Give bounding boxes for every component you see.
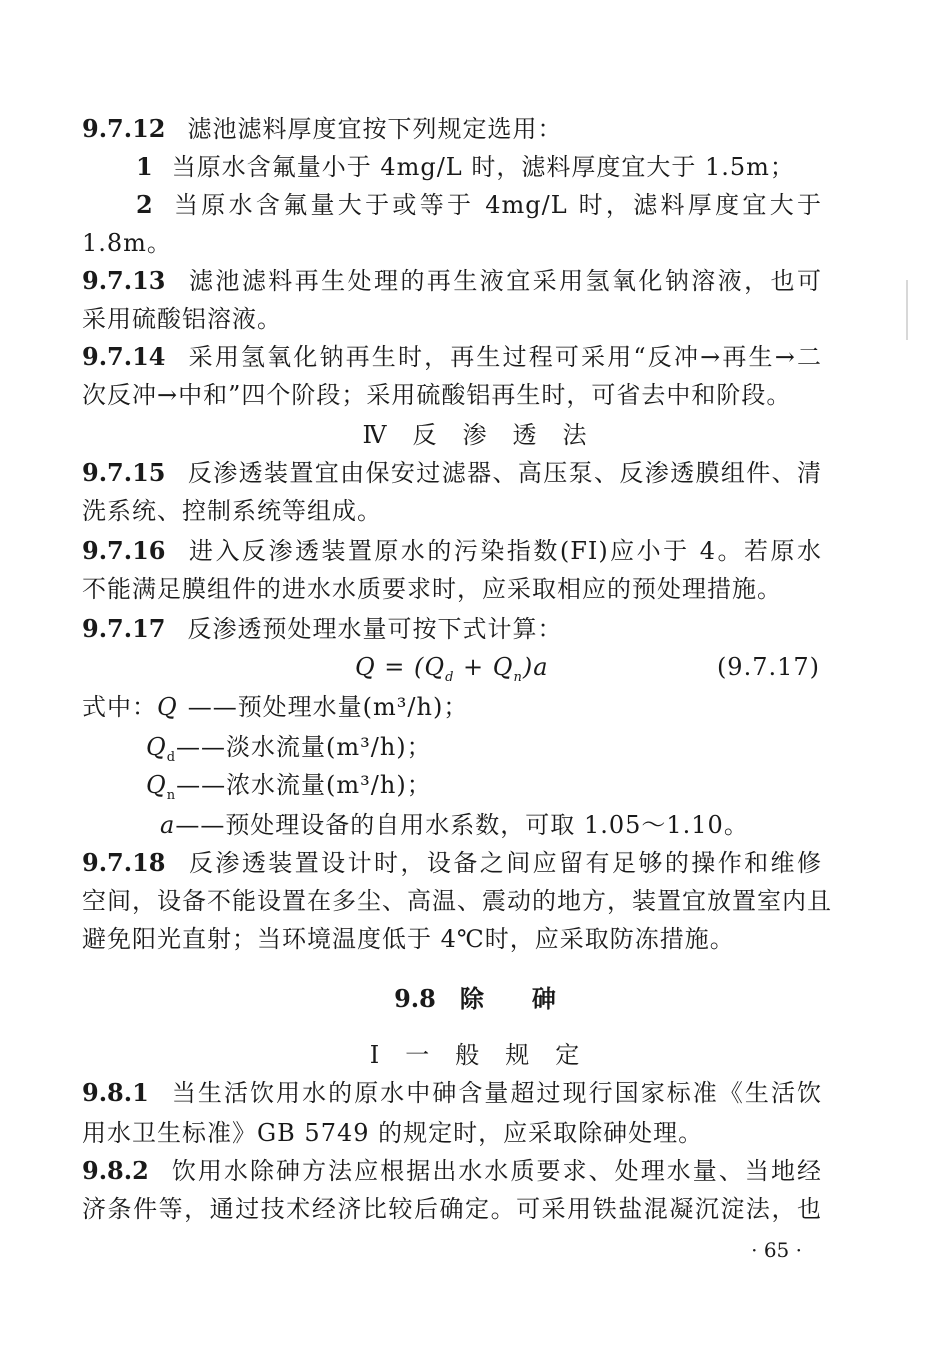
clause-text: 当生活饮用水的原水中砷含量超过现行国家标准《生活饮 — [170, 1079, 822, 1107]
clause-9-7-18-continued: 避免阳光直射；当环境温度低于 4℃时，应采取防冻措施。 — [82, 925, 735, 953]
variable-definition — [160, 810, 900, 840]
clause-9-8-2 — [82, 1156, 822, 1186]
clause-9-7-16-continued: 不能满足膜组件的进水水质要求时，应采取相应的预处理措施。 — [82, 575, 782, 603]
clause-9-8-1 — [82, 1078, 822, 1108]
clause-text: 滤池滤料厚度宜按下列规定选用： — [187, 115, 563, 143]
clause-9-7-16 — [82, 536, 822, 566]
formula — [355, 652, 549, 693]
clause-number: 9.8.1 — [82, 1078, 149, 1107]
clause-text: 反渗透装置宜由保安过滤器、高压泵、反渗透膜组件、清 — [187, 459, 822, 487]
section-heading: 9.8 除 砷 — [394, 984, 556, 1013]
variable-definition — [146, 770, 886, 811]
formula-subscript: n — [513, 669, 523, 685]
clause-9-8-1-continued: 用水卫生标准》GB 5749 的规定时，应采取除砷处理。 — [82, 1119, 704, 1147]
formula-part: )a — [522, 653, 549, 681]
variable-definition — [146, 732, 886, 773]
clause-text: 饮用水除砷方法应根据出水水质要求、处理水量、当地经 — [170, 1157, 822, 1185]
subsection-heading: Ⅳ 反 渗 透 法 — [362, 421, 588, 449]
clause-number: 9.7.12 — [82, 114, 166, 143]
clause-number: 9.7.16 — [82, 536, 166, 565]
clause-text: 反渗透装置设计时，设备之间应留有足够的操作和维修 — [187, 849, 822, 877]
clause-9-7-13 — [82, 266, 822, 296]
clause-number: 9.7.17 — [82, 614, 166, 643]
variable-symbol: Q — [146, 733, 167, 761]
clause-number: 9.7.18 — [82, 848, 166, 877]
variable-subscript: d — [166, 749, 177, 765]
variable-definition — [82, 692, 822, 722]
item-text: 当原水含氟量小于 4mg/L 时，滤料厚度宜大于 1.5m； — [171, 153, 795, 181]
clause-9-7-15 — [82, 458, 822, 488]
variable-description: ——淡水流量(m³/h)； — [176, 733, 432, 761]
formula-part: Q = (Q — [355, 653, 446, 681]
clause-item-1 — [136, 152, 822, 182]
item-number: 2 — [136, 190, 154, 219]
formula-part: + Q — [454, 653, 514, 681]
clause-9-7-14-continued: 次反冲→中和”四个阶段；采用硫酸铝再生时，可省去中和阶段。 — [82, 381, 792, 409]
clause-item-2 — [136, 190, 822, 220]
clause-9-7-14 — [82, 342, 822, 372]
clause-9-8-2-continued: 济条件等，通过技术经济比较后确定。可采用铁盐混凝沉淀法，也 — [82, 1195, 822, 1223]
clause-text: 进入反渗透装置原水的污染指数(FI)应小于 4。若原水 — [187, 537, 822, 565]
clause-text: 反渗透预处理水量可按下式计算： — [187, 615, 563, 643]
item-number: 1 — [136, 152, 154, 181]
clause-9-7-17 — [82, 614, 822, 644]
clause-number: 9.7.14 — [82, 342, 166, 371]
variable-symbol: Q — [157, 693, 178, 721]
variable-description: ——预处理水量(m³/h)； — [187, 693, 469, 721]
subsection-heading: Ⅰ 一 般 规 定 — [369, 1041, 581, 1069]
clause-9-7-18 — [82, 848, 822, 878]
item-text: 当原水含氟量大于或等于 4mg/L 时，滤料厚度宜大于 — [171, 191, 822, 219]
clause-9-7-12 — [82, 114, 822, 144]
clause-item-2-continued: 1.8m。 — [82, 229, 172, 257]
formula-subscript: d — [445, 669, 455, 685]
clause-number: 9.7.15 — [82, 458, 166, 487]
clause-number: 9.7.13 — [82, 266, 166, 295]
equation-number: (9.7.17) — [716, 653, 820, 681]
clause-number: 9.8.2 — [82, 1156, 149, 1185]
variable-description: ——浓水流量(m³/h)； — [176, 771, 432, 799]
clause-9-7-13-continued: 采用硫酸铝溶液。 — [82, 305, 282, 333]
variable-subscript: n — [166, 787, 177, 803]
page-number: · 65 · — [751, 1238, 802, 1262]
where-label: 式中： — [82, 693, 157, 721]
scan-edge-mark — [906, 280, 908, 340]
variable-symbol: a — [160, 811, 176, 839]
clause-9-7-15-continued: 洗系统、控制系统等组成。 — [82, 497, 382, 525]
clause-9-7-18-continued: 空间，设备不能设置在多尘、高温、震动的地方，装置宜放置室内且 — [82, 887, 832, 915]
clause-text: 滤池滤料再生处理的再生液宜采用氢氧化钠溶液，也可 — [187, 267, 822, 295]
variable-symbol: Q — [146, 771, 167, 799]
variable-description: ——预处理设备的自用水系数，可取 1.05～1.10。 — [175, 811, 749, 839]
clause-text: 采用氢氧化钠再生时，再生过程可采用“反冲→再生→二 — [187, 343, 822, 371]
